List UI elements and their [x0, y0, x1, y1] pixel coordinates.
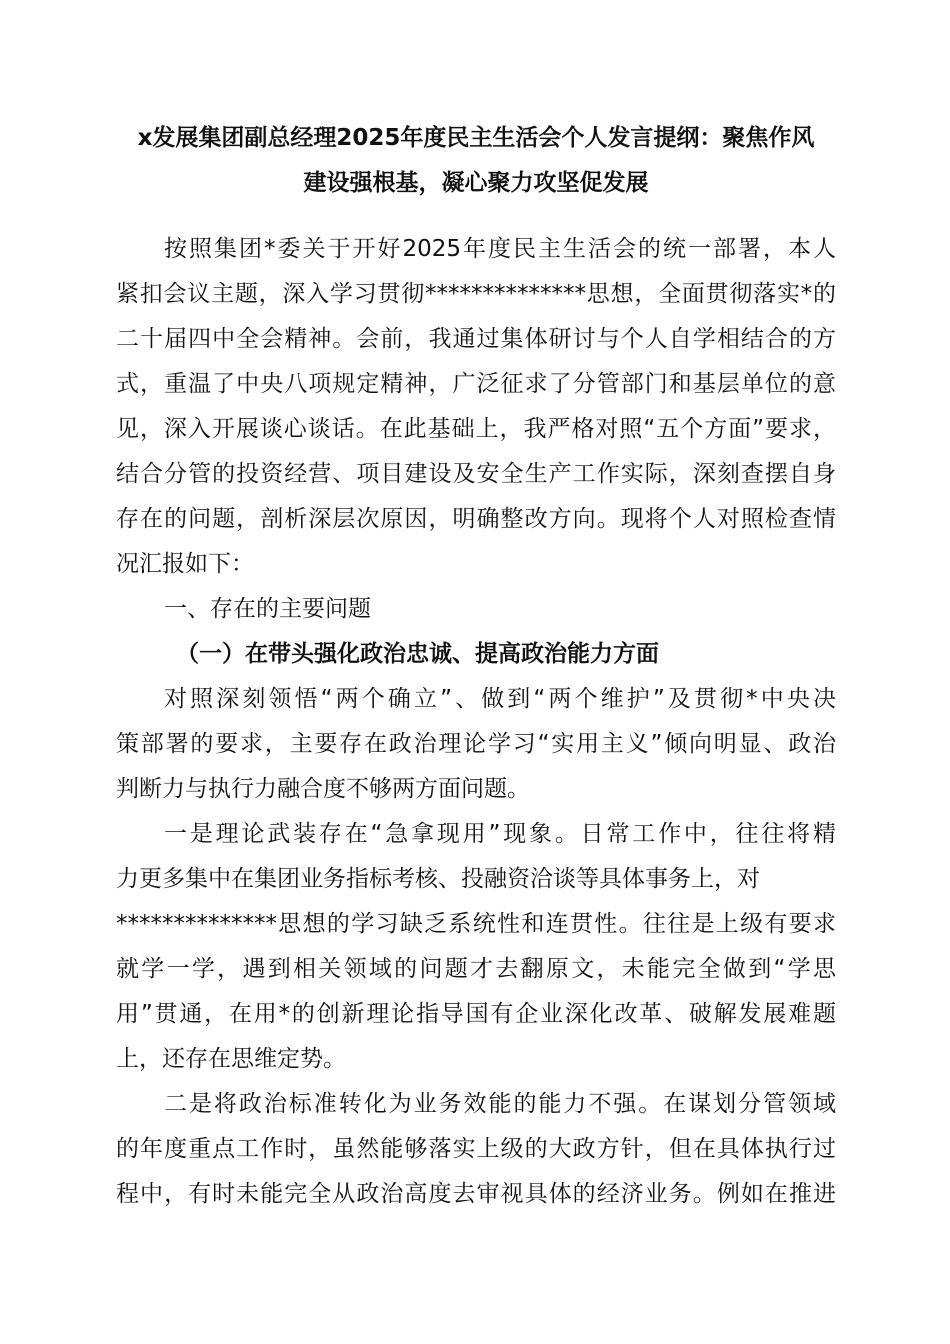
title-line-2: 建设强根基，凝心聚力攻坚促发展	[303, 170, 649, 196]
paragraph-line: 存在的问题，剖析深层次原因，明确整改方向。现将个人对照检查情	[116, 506, 836, 532]
paragraph-line: 一是理论武装存在“急拿现用”现象。日常工作中，往往将精	[164, 821, 836, 847]
paragraph-line: 二十届四中全会精神。会前，我通过集体研讨与个人自学相结合的方	[116, 326, 836, 352]
subsection-heading: （一）在带头强化政治忠诚、提高政治能力方面	[176, 641, 659, 667]
paragraph-line: 的年度重点工作时，虽然能够落实上级的大政方针，但在具体执行过	[116, 1136, 836, 1162]
paragraph-line: 策部署的要求，主要存在政治理论学习“实用主义”倾向明显、政治	[116, 731, 836, 757]
paragraph-overview	[116, 677, 836, 812]
paragraph-line: 判断力与执行力融合度不够两方面问题。	[116, 776, 530, 802]
paragraph-line: 况汇报如下：	[116, 551, 254, 577]
document-title	[116, 116, 836, 206]
paragraph-line: 用”贯通，在用*的创新理论指导国有企业深化改革、破解发展难题	[116, 1001, 836, 1027]
paragraph-line: 上，还存在思维定势。	[116, 1046, 346, 1072]
document-body	[116, 227, 836, 1217]
paragraph-line: 就学一学，遇到相关领域的问题才去翻原文，未能完全做到“学思	[116, 956, 836, 982]
paragraph-line: 对照深刻领悟“两个确立”、做到“两个维护”及贯彻*中央决	[164, 686, 836, 712]
document-page	[116, 116, 836, 1217]
section-heading: 一、存在的主要问题	[164, 596, 371, 622]
title-line-1: x发展集团副总经理2025年度民主生活会个人发言提纲：聚焦作风	[137, 125, 815, 151]
paragraph-issue-2	[116, 1082, 836, 1217]
paragraph-line: 式，重温了中央八项规定精神，广泛征求了分管部门和基层单位的意	[116, 371, 836, 397]
paragraph-line: 紧扣会议主题，深入学习贯彻**************思想，全面贯彻落实*的	[116, 281, 836, 307]
paragraph-line: **************思想的学习缺乏系统性和连贯性。往往是上级有要求	[116, 911, 836, 937]
paragraph-line: 二是将政治标准转化为业务效能的能力不强。在谋划分管领域	[164, 1091, 836, 1117]
paragraph-line: 按照集团*委关于开好2025年度民主生活会的统一部署，本人	[164, 236, 836, 262]
paragraph-line: 见，深入开展谈心谈话。在此基础上，我严格对照“五个方面”要求，	[116, 416, 836, 442]
paragraph-line: 力更多集中在集团业务指标考核、投融资洽谈等具体事务上，对	[116, 866, 760, 892]
paragraph-line: 程中，有时未能完全从政治高度去审视具体的经济业务。例如在推进	[116, 1181, 836, 1207]
paragraph-issue-1	[116, 812, 836, 1082]
paragraph-line: 结合分管的投资经营、项目建设及安全生产工作实际，深刻查摆自身	[116, 461, 836, 487]
intro-paragraph	[116, 227, 836, 587]
